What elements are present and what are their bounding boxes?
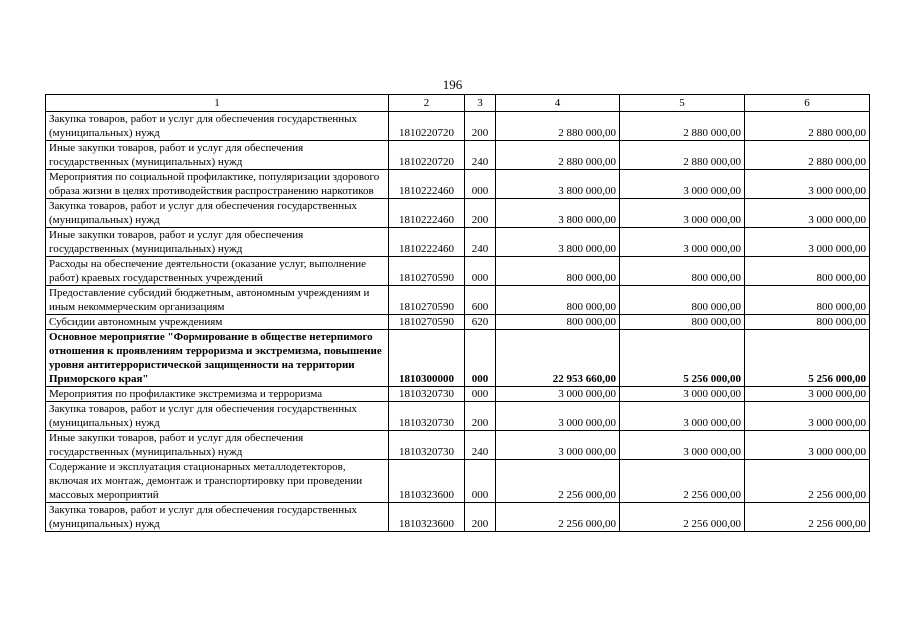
cell-amount-col5: 2 256 000,00 xyxy=(620,503,745,532)
cell-name: Иные закупки товаров, работ и услуг для обеспечения государственных (муниципальных) нужд xyxy=(46,431,389,460)
cell-amount-col5: 800 000,00 xyxy=(620,315,745,330)
cell-amount-col5: 800 000,00 xyxy=(620,257,745,286)
cell-amount-col4: 3 000 000,00 xyxy=(496,431,620,460)
cell-amount-col5: 2 880 000,00 xyxy=(620,141,745,170)
budget-table xyxy=(45,94,870,532)
cell-expense-type: 200 xyxy=(465,503,496,532)
cell-name: Предоставление субсидий бюджетным, автономным учреждениям и иным некоммерческим организациям xyxy=(46,286,389,315)
cell-amount-col4: 2 256 000,00 xyxy=(496,503,620,532)
cell-amount-col4: 2 880 000,00 xyxy=(496,141,620,170)
table-body xyxy=(46,112,870,532)
table-row xyxy=(46,503,870,532)
cell-amount-col5: 3 000 000,00 xyxy=(620,199,745,228)
cell-amount-col6: 5 256 000,00 xyxy=(745,330,870,387)
cell-amount-col4: 800 000,00 xyxy=(496,257,620,286)
cell-name: Мероприятия по социальной профилактике, популяризации здорового образа жизни в целях противодействия распространению наркотиков xyxy=(46,170,389,199)
cell-expense-type: 240 xyxy=(465,141,496,170)
cell-amount-col6: 3 000 000,00 xyxy=(745,170,870,199)
cell-expense-type: 200 xyxy=(465,112,496,141)
table-row xyxy=(46,141,870,170)
cell-name: Мероприятия по профилактике экстремизма и терроризма xyxy=(46,387,389,402)
column-header: 2 xyxy=(389,95,465,112)
table-row xyxy=(46,228,870,257)
cell-name: Основное мероприятие "Формирование в обществе нетерпимого отношения к проявлениям терроризма и экстремизма, повышение уровня антитеррористической защищенности на территории Приморского края" xyxy=(46,330,389,387)
cell-expense-type: 000 xyxy=(465,460,496,503)
cell-amount-col6: 800 000,00 xyxy=(745,257,870,286)
cell-amount-col6: 3 000 000,00 xyxy=(745,387,870,402)
cell-target-code: 1810323600 xyxy=(389,503,465,532)
cell-expense-type: 000 xyxy=(465,330,496,387)
table-row xyxy=(46,315,870,330)
cell-amount-col5: 800 000,00 xyxy=(620,286,745,315)
table-row xyxy=(46,170,870,199)
cell-amount-col6: 800 000,00 xyxy=(745,286,870,315)
table-header-row xyxy=(46,95,870,112)
table-row xyxy=(46,387,870,402)
table-row xyxy=(46,460,870,503)
cell-name: Содержание и эксплуатация стационарных металлодетекторов, включая их монтаж, демонтаж и транспортировку при проведении массовых мероприятий xyxy=(46,460,389,503)
cell-amount-col4: 3 000 000,00 xyxy=(496,402,620,431)
cell-expense-type: 000 xyxy=(465,387,496,402)
cell-name: Закупка товаров, работ и услуг для обеспечения государственных (муниципальных) нужд xyxy=(46,199,389,228)
cell-target-code: 1810222460 xyxy=(389,228,465,257)
cell-target-code: 1810323600 xyxy=(389,460,465,503)
cell-target-code: 1810300000 xyxy=(389,330,465,387)
cell-target-code: 1810320730 xyxy=(389,387,465,402)
cell-amount-col5: 3 000 000,00 xyxy=(620,387,745,402)
cell-expense-type: 240 xyxy=(465,228,496,257)
cell-amount-col6: 3 000 000,00 xyxy=(745,199,870,228)
cell-amount-col6: 2 880 000,00 xyxy=(745,112,870,141)
cell-target-code: 1810270590 xyxy=(389,286,465,315)
cell-target-code: 1810222460 xyxy=(389,199,465,228)
cell-name: Субсидии автономным учреждениям xyxy=(46,315,389,330)
cell-name: Расходы на обеспечение деятельности (оказание услуг, выполнение работ) краевых государственных учреждений xyxy=(46,257,389,286)
column-header: 6 xyxy=(745,95,870,112)
cell-target-code: 1810320730 xyxy=(389,402,465,431)
cell-amount-col5: 3 000 000,00 xyxy=(620,170,745,199)
cell-amount-col4: 800 000,00 xyxy=(496,286,620,315)
table-row xyxy=(46,330,870,387)
table-row xyxy=(46,286,870,315)
page-number: 196 xyxy=(442,77,463,92)
cell-amount-col4: 800 000,00 xyxy=(496,315,620,330)
cell-amount-col4: 3 800 000,00 xyxy=(496,199,620,228)
column-header: 5 xyxy=(620,95,745,112)
table-row xyxy=(46,431,870,460)
table-row xyxy=(46,112,870,141)
table-row xyxy=(46,199,870,228)
cell-expense-type: 200 xyxy=(465,199,496,228)
cell-name: Иные закупки товаров, работ и услуг для обеспечения государственных (муниципальных) нужд xyxy=(46,228,389,257)
column-header: 3 xyxy=(465,95,496,112)
cell-expense-type: 000 xyxy=(465,170,496,199)
cell-amount-col4: 3 000 000,00 xyxy=(496,387,620,402)
cell-expense-type: 620 xyxy=(465,315,496,330)
cell-expense-type: 200 xyxy=(465,402,496,431)
cell-target-code: 1810220720 xyxy=(389,112,465,141)
cell-amount-col4: 3 800 000,00 xyxy=(496,228,620,257)
cell-amount-col4: 22 953 660,00 xyxy=(496,330,620,387)
cell-expense-type: 240 xyxy=(465,431,496,460)
cell-name: Закупка товаров, работ и услуг для обеспечения государственных (муниципальных) нужд xyxy=(46,112,389,141)
cell-target-code: 1810270590 xyxy=(389,315,465,330)
cell-target-code: 1810220720 xyxy=(389,141,465,170)
cell-name: Закупка товаров, работ и услуг для обеспечения государственных (муниципальных) нужд xyxy=(46,402,389,431)
cell-amount-col5: 3 000 000,00 xyxy=(620,431,745,460)
cell-amount-col4: 2 256 000,00 xyxy=(496,460,620,503)
cell-amount-col6: 800 000,00 xyxy=(745,315,870,330)
cell-target-code: 1810320730 xyxy=(389,431,465,460)
cell-amount-col6: 3 000 000,00 xyxy=(745,431,870,460)
cell-expense-type: 000 xyxy=(465,257,496,286)
column-header: 4 xyxy=(496,95,620,112)
cell-amount-col5: 3 000 000,00 xyxy=(620,228,745,257)
cell-amount-col6: 2 256 000,00 xyxy=(745,503,870,532)
cell-amount-col5: 5 256 000,00 xyxy=(620,330,745,387)
cell-amount-col6: 2 880 000,00 xyxy=(745,141,870,170)
cell-amount-col4: 2 880 000,00 xyxy=(496,112,620,141)
table-row xyxy=(46,257,870,286)
cell-expense-type: 600 xyxy=(465,286,496,315)
cell-amount-col6: 2 256 000,00 xyxy=(745,460,870,503)
cell-target-code: 1810270590 xyxy=(389,257,465,286)
cell-amount-col5: 2 880 000,00 xyxy=(620,112,745,141)
column-header: 1 xyxy=(46,95,389,112)
table-row xyxy=(46,402,870,431)
cell-name: Иные закупки товаров, работ и услуг для обеспечения государственных (муниципальных) нужд xyxy=(46,141,389,170)
cell-amount-col6: 3 000 000,00 xyxy=(745,402,870,431)
cell-amount-col5: 3 000 000,00 xyxy=(620,402,745,431)
cell-amount-col6: 3 000 000,00 xyxy=(745,228,870,257)
cell-amount-col5: 2 256 000,00 xyxy=(620,460,745,503)
cell-amount-col4: 3 800 000,00 xyxy=(496,170,620,199)
cell-name: Закупка товаров, работ и услуг для обеспечения государственных (муниципальных) нужд xyxy=(46,503,389,532)
cell-target-code: 1810222460 xyxy=(389,170,465,199)
